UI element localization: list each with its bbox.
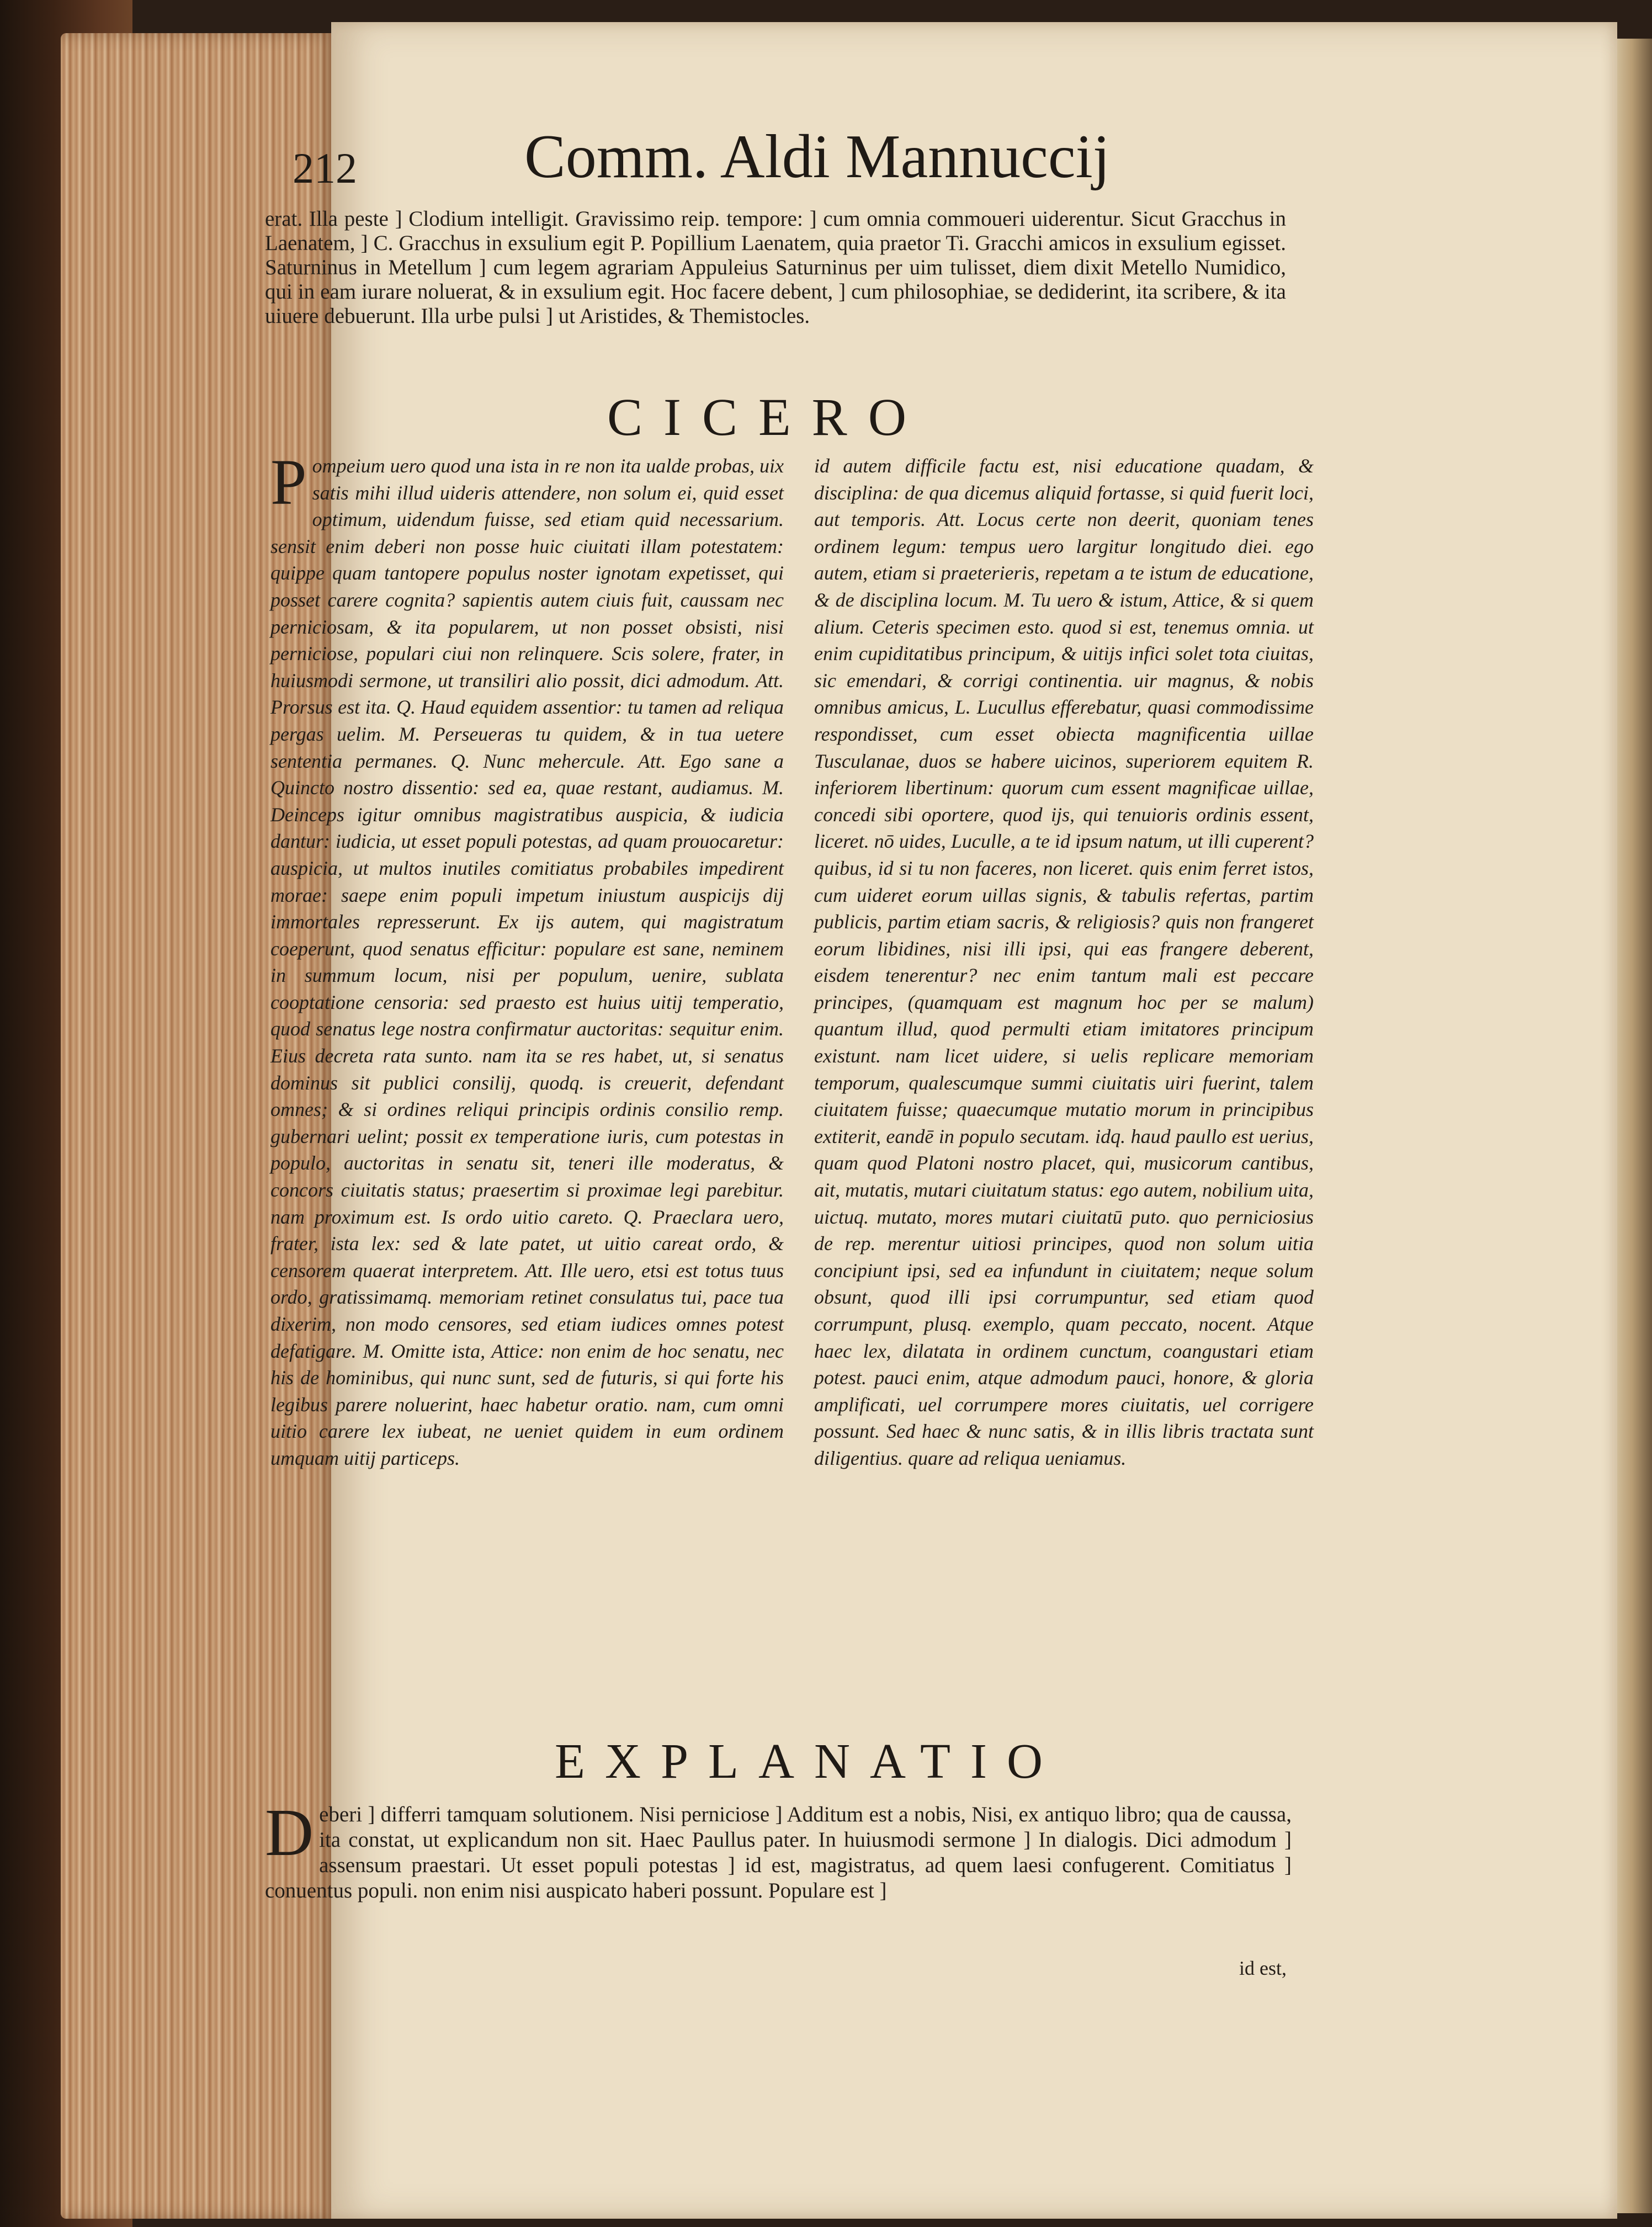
explanatio-paragraph: [265, 1795, 1292, 1904]
drop-cap-p: P: [270, 446, 307, 518]
catchword: id est,: [1239, 1957, 1287, 1979]
facing-page-edge: [1612, 39, 1652, 2213]
drop-cap-d: D: [265, 1795, 314, 1870]
page-number: 212: [293, 144, 357, 192]
section-title-cicero: CICERO: [607, 387, 928, 447]
explanatio-text: eberi ] differri tamquam solutionem. Nisi perniciose ] Additum est a nobis, Nisi, ex antiquo libro; qua de caussa, ita constat, ut explicandum non sit. Haec Paullus pater. In huiusmodi sermone ] In dialogis. Dici admodum ] assensum praestari. Ut esset populi potestas ] id est, magistratus, ad quem laesi confugerent. Comitiatus ] conuentus populi. non enim nisi auspicato haberi possunt. Populare est ]: [265, 1803, 1292, 1902]
dialogue-left-text: ompeium uero quod una ista in re non ita ualde probas, uix satis mihi illud uideris attendere, non solum ei, quid esset optimum, uidendum fuisse, sed etiam quid necessarium. sensit enim deberi non posse huic ciuitati illam potestatem: quippe quam tantopere populus noster ignotam expetisset, qui posset carere cognita? sapientis autem ciuis fuit, caussam nec perniciosam, & ita popularem, ut non posset obsisti, nisi perniciose, populari ciui non relinquere. Scis solere, frater, in huiusmodi sermone, ut transiliri alio possit, dici admodum. Att. Prorsus est ita. Q. Haud equidem assentior: tu tamen ad reliqua pergas uelim. M. Perseueras tu quidem, & in tua uetere sententia permanes. Q. Nunc mehercule. Att. Ego sane a Quincto nostro dissentio: sed ea, quae restant, audiamus. M. Deinceps igitur omnibus magistratibus auspicia, & iudicia dantur: iudicia, ut esset populi potestas, ad quam prouocaretur: auspicia, ut multos inutiles comitiatus probabiles impedirent morae: saepe enim populi impetum iniustum auspicijs dij immortales represserunt. Ex ijs autem, qui magistratum coeperunt, quod senatus efficitur: populare est sane, neminem in summum locum, nisi per populum, uenire, sublata cooptatione censoria: sed praesto est huius uitij temperatio, quod senatus lege nostra confirmatur auctoritas: sequitur enim. Eius decreta rata sunto. nam ita se res habet, ut, si senatus dominus sit publici consilij, quodq. is creuerit, defendant omnes; & si ordines reliqui principis ordinis consilio remp. gubernari uelint; possit ex temperatione iuris, cum potestas in populo, auctoritas in senatu sit, teneri ille moderatus, & concors ciuitatis status; praesertim si proximae legi parebitur. nam proximum est. Is ordo uitio careto. Q. Praeclara uero, frater, ista lex: sed & late patet, ut uitio careat ordo, & censorem quaerat interpretem. Att. Ille uero, etsi est totus tuus ordo, gratissimamq. memoriam retinet consulatus tui, pace tua dixerim, non modo censores, sed etiam iudices omnes potest defatigare. M. Omitte ista, Attice: non enim de hoc senatu, nec his de hominibus, qui nunc sunt, sed de futuris, si qui forte his legibus parere noluerint, haec habetur oratio. nam, cum omni uitio carere lex iubeat, ne ueniet quidem in eum ordinem umquam uitij particeps.: [270, 455, 784, 1469]
running-title: Comm. Aldi Mannuccij: [524, 123, 1110, 191]
dialogue-column-right: id autem difficile factu est, nisi educatione quadam, & disciplina: de qua dicemus aliquid fortasse, si quid fuerit loci, aut temporis. Att. Locus certe non deerit, quoniam tenes ordinem legum: tempus uero largitur longitudo diei. ego autem, etiam si praeterieris, repetam a te istum de educatione, & de disciplina locum. M. Tu uero & istum, Attice, & si quem alium. Ceteris specimen esto. quod si est, tenemus omnia. ut enim cupiditatibus principum, & uitijs infici solet tota ciuitas, sic emendari, & corrigi continentia. uir magnus, & nobis omnibus amicus, L. Lucullus efferebatur, quasi commodissime respondisset, cum esset obiecta magnificentia uillae Tusculanae, duos se habere uicinos, superiorem equitem R. inferiorem libertinum: quorum cum essent magnificae uillae, concedi sibi oportere, quod ijs, qui tenuioris ordinis essent, liceret. nō uides, Luculle, a te id ipsum natum, ut illi cuperent? quibus, id si tu non faceres, non liceret. quis enim ferret istos, cum uideret eorum uillas signis, & tabulis refertas, partim publicis, partim etiam sacris, & religiosis? quis non frangeret eorum libidines, nisi illi ipsi, qui eas frangere deberent, eisdem tenerentur? nec enim tantum mali est peccare principes, (quamquam est magnum hoc per se malum) quantum illud, quod permulti etiam imitatores principum existunt. nam licet uidere, si uelis replicare memoriam temporum, qualescumque summi ciuitatis uiri fuerint, talem ciuitatem fuisse; quaecumque mutatio morum in principibus extiterit, eandē in populo secutam. idq. haud paullo est uerius, quam quod Platoni nostro placet, qui, musicorum cantibus, ait, mutatis, mutari ciuitatum status: ego autem, nobilium uita, uictuq. mutato, mores mutari ciuitatū puto. quo perniciosius de rep. merentur uitiosi principes, quod non solum uitia concipiunt ipsi, sed ea infundunt in ciuitatem; neque solum obsunt, quod illi ipsi corrumpuntur, sed etiam quod corrumpunt, plusq. exemplo, quam peccato, nocent. Atque haec lex, dilatata in ordinem cunctum, coangustari etiam potest. pauci enim, atque admodum pauci, honore, & gloria amplificati, uel corrumpere mores ciuitatis, uel corrigere possunt. Sed haec & nunc satis, & in illis libris tractata sunt diligentius. quare ad reliqua ueniamus.: [814, 455, 1314, 1469]
running-head: [293, 121, 1341, 193]
section-title-explanatio: EXPLANATIO: [555, 1734, 1063, 1789]
top-commentary: erat. Illa peste ] Clodium intelligit. Gravissimo reip. tempore: ] cum omnia commoueri uiderentur. Sicut Gracchus in Laenatem, ] C. Gracchus in exsulium egit P. Popillium Laenatem, quia praetor Ti. Gracchi amicos in exsulium egisset. Saturninus in Metellum ] cum legem agrariam Appuleius Saturninus per uim tulisset, diem dixit Metello Numidico, qui in eam iurare noluerat, & in exsulium egit. Hoc facere debent, ] cum philosophiae, se dediderint, ita scribere, & ita uiuere debuerunt. Illa urbe pulsi ] ut Aristides, & Themistocles.: [265, 207, 1286, 328]
dialogue-column-left: [270, 446, 784, 1472]
